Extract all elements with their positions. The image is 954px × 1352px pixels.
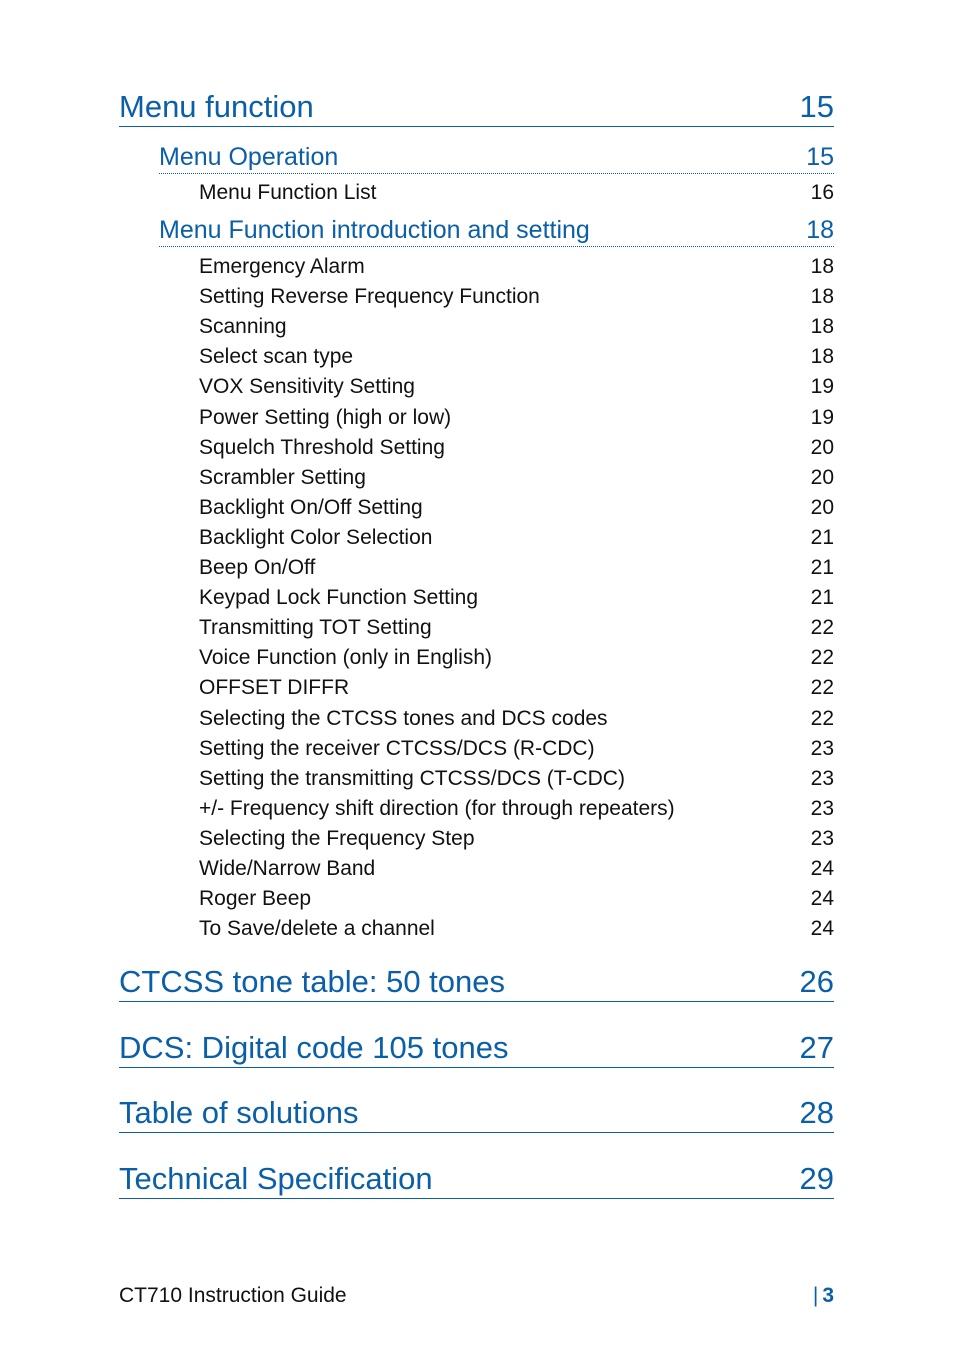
toc-subitem-page: 21 [810, 556, 834, 579]
toc-subitem[interactable] [199, 403, 834, 433]
toc-subitem-title: Setting Reverse Frequency Function [199, 285, 540, 309]
toc-subitem-page: 20 [810, 495, 834, 519]
toc-subitem-title: Transmitting TOT Setting [199, 616, 432, 640]
toc-subitem-page: 19 [810, 375, 834, 399]
toc-subitem-title: Keypad Lock Function Setting [199, 586, 479, 610]
toc-subitem[interactable] [199, 463, 834, 493]
toc-subitem-title: Backlight Color Selection [199, 525, 433, 549]
toc-entry-ctcss[interactable] [119, 965, 834, 1002]
toc-subitem-title: Roger Beep [199, 887, 312, 911]
toc-entry-menu-function[interactable] [119, 90, 834, 127]
toc-entry-page: 16 [810, 181, 834, 204]
toc-subitem-title: Scrambler Setting [199, 465, 366, 489]
toc-entry-page: 29 [799, 1161, 834, 1196]
page-footer [119, 1284, 834, 1308]
toc-subitem-title: Wide/Narrow Band [199, 857, 376, 880]
footer-page-number: 3 [822, 1284, 834, 1307]
toc-subitem-page: 18 [810, 255, 834, 278]
toc-subitem-title: Scanning [199, 315, 287, 339]
toc-subitem[interactable] [199, 372, 834, 402]
toc-entry-title: Menu Function List [199, 181, 377, 204]
toc-subitem[interactable] [199, 433, 834, 463]
toc-subitem-title: Select scan type [199, 345, 354, 369]
toc-subitem-page: 23 [810, 796, 834, 820]
toc-subitem-page: 18 [810, 345, 834, 369]
toc-subitem-page: 23 [810, 766, 834, 790]
toc-entry-menu-function-list[interactable] [199, 178, 834, 208]
toc-subitem-page: 19 [810, 405, 834, 429]
toc-subitem-page: 20 [810, 465, 834, 489]
toc-subitem[interactable] [199, 553, 834, 583]
footer-separator: | [812, 1284, 819, 1307]
toc-entry-dcs[interactable] [119, 1031, 834, 1068]
toc-subitem-title: Selecting the CTCSS tones and DCS codes [199, 706, 608, 730]
toc-subitem-page: 18 [810, 285, 834, 309]
toc-subitem-page: 18 [810, 315, 834, 339]
toc-entry-menu-operation[interactable] [159, 143, 834, 174]
toc-subitem-title: Backlight On/Off Setting [199, 495, 423, 519]
toc-entry-menu-intro[interactable] [159, 216, 834, 247]
toc-subitem-title: Setting the transmitting CTCSS/DCS (T-CDC) [199, 766, 625, 790]
toc-subitem[interactable] [199, 583, 834, 613]
toc-subitem[interactable] [199, 854, 834, 884]
toc-entry-title: Menu function [119, 89, 314, 124]
toc-entry-technical-specification[interactable] [119, 1162, 834, 1199]
toc-subitem[interactable] [199, 824, 834, 854]
toc-entry-page: 18 [806, 216, 834, 244]
toc-subitem-page: 21 [810, 586, 834, 610]
toc-subitem-page: 24 [810, 887, 834, 911]
toc-subitem[interactable] [199, 884, 834, 914]
toc-subitem[interactable] [199, 613, 834, 643]
toc-entry-page: 26 [799, 964, 834, 999]
toc-subitem[interactable] [199, 794, 834, 824]
toc-subitem-title: To Save/delete a channel [199, 917, 435, 941]
toc-subitem-page: 20 [810, 435, 834, 459]
toc-subitem[interactable] [199, 914, 834, 944]
toc-subitem[interactable] [199, 493, 834, 523]
toc-subitem-page: 22 [810, 616, 834, 640]
toc-entry-page: 27 [799, 1030, 834, 1065]
toc-subitem-title: Power Setting (high or low) [199, 405, 452, 429]
toc-subitem[interactable] [199, 312, 834, 342]
toc-subitem-page: 24 [810, 917, 834, 941]
toc-subitem[interactable] [199, 734, 834, 764]
toc-subitem-page: 23 [810, 736, 834, 760]
toc-subitem-title: OFFSET DIFFR [199, 676, 350, 700]
toc-entry-title: Menu Function introduction and setting [159, 216, 590, 244]
toc-subitem-title: Squelch Threshold Setting [199, 435, 445, 459]
toc-entry-title: Technical Specification [119, 1161, 433, 1196]
toc-subitem[interactable] [199, 342, 834, 372]
toc-subitem[interactable] [199, 643, 834, 673]
toc-entry-page: 15 [806, 143, 834, 171]
footer-page-number-block [813, 1284, 834, 1308]
toc-subitem-title: Voice Function (only in English) [199, 646, 492, 670]
toc-subitem[interactable] [199, 704, 834, 734]
toc-entry-page: 28 [799, 1095, 834, 1130]
toc-entry-solutions[interactable] [119, 1096, 834, 1133]
toc-subitem-page: 22 [810, 676, 834, 700]
toc-entry-title: CTCSS tone table: 50 tones [119, 964, 506, 999]
toc-subitem[interactable] [199, 673, 834, 703]
toc-subitem-title: Setting the receiver CTCSS/DCS (R-CDC) [199, 736, 595, 760]
toc-subitem[interactable] [199, 252, 834, 282]
toc-subitem-title: Emergency Alarm [199, 255, 365, 278]
toc-subitem[interactable] [199, 523, 834, 553]
toc-subitem-page: 22 [810, 646, 834, 670]
toc-subitem-title: +/- Frequency shift direction (for through repeaters) [199, 796, 675, 820]
toc-entry-page: 15 [799, 89, 834, 124]
toc-subitem-title: VOX Sensitivity Setting [199, 375, 415, 399]
toc-entry-title: Menu Operation [159, 143, 339, 171]
toc-subitem-page: 24 [810, 857, 834, 880]
toc-subitem-page: 23 [810, 826, 834, 850]
toc-entry-title: DCS: Digital code 105 tones [119, 1030, 509, 1065]
toc-subitem-title: Beep On/Off [199, 556, 316, 579]
footer-guide-title: CT710 Instruction Guide [119, 1284, 347, 1307]
toc-subitem[interactable] [199, 764, 834, 794]
toc-subitem-page: 22 [810, 706, 834, 730]
toc-entry-title: Table of solutions [119, 1095, 359, 1130]
toc-subitem[interactable] [199, 282, 834, 312]
toc-subitem-page: 21 [810, 525, 834, 549]
toc-subitem-title: Selecting the Frequency Step [199, 826, 475, 850]
